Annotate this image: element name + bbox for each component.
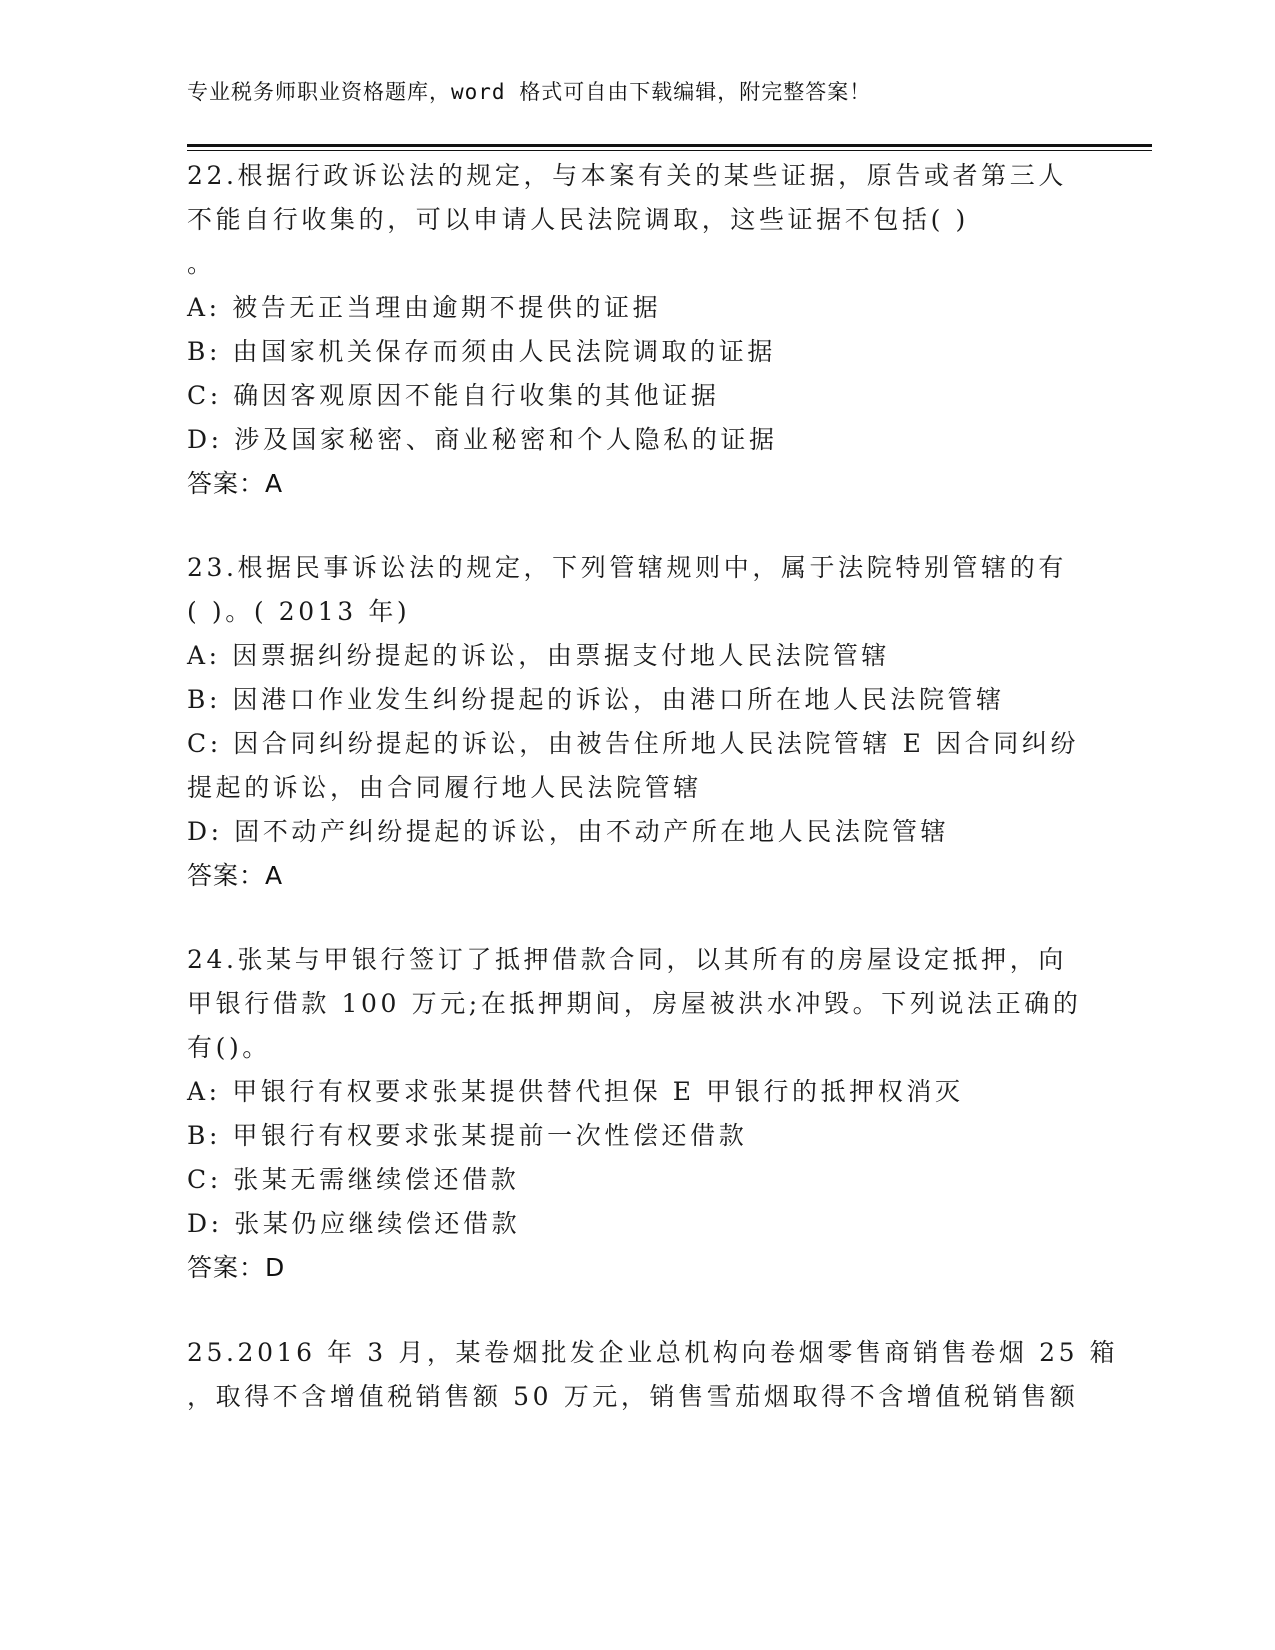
question-23-line-2: ( )。( 2013 年): [187, 597, 411, 626]
page-header: 专业税务师职业资格题库，word 格式可自由下载编辑，附完整答案！: [187, 80, 872, 104]
question-22-line-2: 不能自行收集的，可以申请人民法院调取，这些证据不包括( ): [187, 205, 969, 234]
question-24-line-3: 有()。: [187, 1033, 271, 1062]
header-rule-thin: [187, 150, 1152, 151]
question-22-option-b: B: 由国家机关保存而须由人民法院调取的证据: [187, 337, 776, 366]
question-23-answer: 答案：A: [187, 861, 284, 890]
question-25-line-1: 25.2016 年 3 月，某卷烟批发企业总机构向卷烟零售商销售卷烟 25 箱: [187, 1338, 1119, 1367]
question-24-line-2: 甲银行借款 100 万元;在抵押期间，房屋被洪水冲毁。下列说法正确的: [187, 989, 1082, 1018]
question-22-option-a: A: 被告无正当理由逾期不提供的证据: [187, 293, 662, 322]
header-rule-thick: [187, 144, 1152, 147]
question-24-answer: 答案：D: [187, 1253, 286, 1282]
question-23-option-c: C: 因合同纠纷提起的诉讼，由被告住所地人民法院管辖 E 因合同纠纷: [187, 729, 1080, 758]
question-23-option-a: A: 因票据纠纷提起的诉讼，由票据支付地人民法院管辖: [187, 641, 891, 670]
question-22-option-c: C: 确因客观原因不能自行收集的其他证据: [187, 381, 720, 410]
question-24-option-b: B: 甲银行有权要求张某提前一次性偿还借款: [187, 1121, 748, 1150]
question-25-line-2: ，取得不含增值税销售额 50 万元，销售雪茄烟取得不含增值税销售额: [187, 1382, 1079, 1411]
question-23-line-1: 23.根据民事诉讼法的规定，下列管辖规则中，属于法院特别管辖的有: [187, 553, 1067, 582]
question-22-line-3: 。: [187, 249, 216, 278]
question-23-option-c-cont: 提起的诉讼，由合同履行地人民法院管辖: [187, 773, 702, 802]
question-22-option-d: D: 涉及国家秘密、商业秘密和个人隐私的证据: [187, 425, 778, 454]
question-24-option-a: A: 甲银行有权要求张某提供替代担保 E 甲银行的抵押权消灭: [187, 1077, 964, 1106]
question-23-option-b: B: 因港口作业发生纠纷提起的诉讼，由港口所在地人民法院管辖: [187, 685, 1005, 714]
question-24-option-c: C: 张某无需继续偿还借款: [187, 1165, 520, 1194]
question-22-answer: 答案：A: [187, 469, 284, 498]
question-22-line-1: 22.根据行政诉讼法的规定，与本案有关的某些证据，原告或者第三人: [187, 161, 1067, 190]
question-23-option-d: D: 固不动产纠纷提起的诉讼，由不动产所在地人民法院管辖: [187, 817, 950, 846]
question-24-option-d: D: 张某仍应继续偿还借款: [187, 1209, 521, 1238]
question-24-line-1: 24.张某与甲银行签订了抵押借款合同，以其所有的房屋设定抵押，向: [187, 945, 1067, 974]
